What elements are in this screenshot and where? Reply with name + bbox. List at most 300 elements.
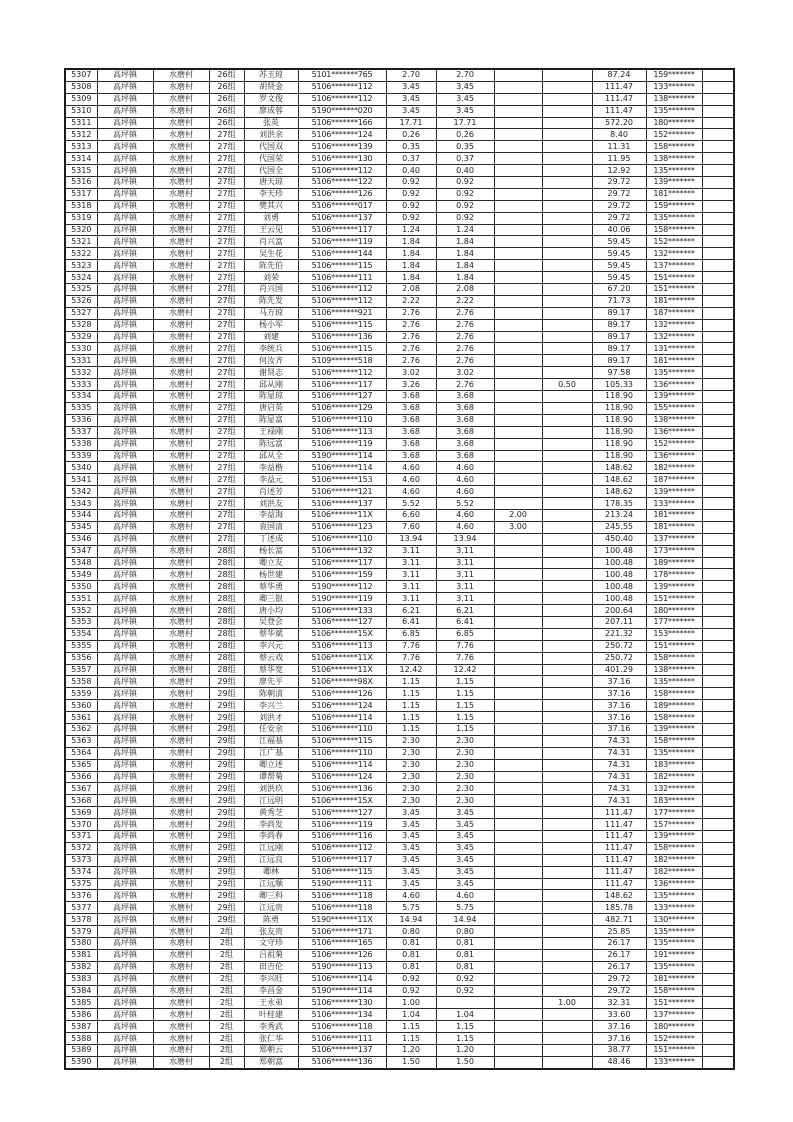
table-cell: 陈勇 bbox=[244, 914, 298, 926]
table-cell: 廖先平 bbox=[244, 676, 298, 688]
table-cell: 水磨村 bbox=[153, 450, 209, 462]
table-cell: 水磨村 bbox=[153, 188, 209, 200]
table-cell: 高坪镇 bbox=[97, 973, 153, 985]
table-cell bbox=[494, 664, 542, 676]
table-cell: 158******* bbox=[646, 985, 702, 997]
table-cell: 2组 bbox=[209, 949, 244, 961]
table-cell: 2组 bbox=[209, 926, 244, 938]
table-cell: 高坪镇 bbox=[97, 93, 153, 105]
table-cell bbox=[542, 783, 592, 795]
table-cell: 5106*******921 bbox=[298, 307, 386, 319]
table-cell bbox=[702, 1009, 734, 1021]
table-cell: 高坪镇 bbox=[97, 700, 153, 712]
table-cell: 蔡华宽 bbox=[244, 664, 298, 676]
table-cell: 5106*******166 bbox=[298, 117, 386, 129]
table-cell: 250.72 bbox=[592, 640, 646, 652]
table-cell: 高坪镇 bbox=[97, 367, 153, 379]
table-row bbox=[65, 759, 734, 771]
table-cell: 2.30 bbox=[436, 795, 494, 807]
table-row bbox=[65, 902, 734, 914]
table-cell: 2.30 bbox=[436, 771, 494, 783]
table-cell: 87.24 bbox=[592, 69, 646, 81]
table-cell bbox=[542, 949, 592, 961]
table-cell: 11.95 bbox=[592, 153, 646, 165]
table-cell: 5106*******112 bbox=[298, 165, 386, 177]
table-cell: 李益海 bbox=[244, 509, 298, 521]
table-cell: 27组 bbox=[209, 355, 244, 367]
table-cell: 7.76 bbox=[436, 652, 494, 664]
table-cell: 高坪镇 bbox=[97, 272, 153, 284]
table-cell: 138******* bbox=[646, 153, 702, 165]
table-cell: 水磨村 bbox=[153, 212, 209, 224]
table-cell: 高坪镇 bbox=[97, 141, 153, 153]
table-cell bbox=[542, 486, 592, 498]
table-cell: 高坪镇 bbox=[97, 1009, 153, 1021]
table-cell: 5106*******127 bbox=[298, 616, 386, 628]
table-cell bbox=[702, 367, 734, 379]
table-row bbox=[65, 557, 734, 569]
table-cell: 59.45 bbox=[592, 236, 646, 248]
table-cell: 1.84 bbox=[386, 260, 436, 272]
table-cell: 5190*******119 bbox=[298, 593, 386, 605]
table-cell: 27组 bbox=[209, 260, 244, 272]
table-cell: 5362 bbox=[65, 723, 97, 735]
table-cell bbox=[542, 831, 592, 843]
table-cell: 153******* bbox=[646, 628, 702, 640]
table-cell: 5321 bbox=[65, 236, 97, 248]
table-cell: 5106*******112 bbox=[298, 284, 386, 296]
table-cell: 33.60 bbox=[592, 1009, 646, 1021]
table-cell bbox=[702, 521, 734, 533]
table-cell: 6.85 bbox=[436, 628, 494, 640]
table-cell: 111.47 bbox=[592, 866, 646, 878]
table-cell: 37.16 bbox=[592, 712, 646, 724]
table-cell: 水磨村 bbox=[153, 902, 209, 914]
table-cell: 5307 bbox=[65, 69, 97, 81]
table-cell: 1.15 bbox=[436, 1021, 494, 1033]
table-cell: 29组 bbox=[209, 842, 244, 854]
table-cell bbox=[542, 284, 592, 296]
table-cell: 高坪镇 bbox=[97, 165, 153, 177]
table-cell: 高坪镇 bbox=[97, 926, 153, 938]
table-cell: 29组 bbox=[209, 878, 244, 890]
table-cell: 111.47 bbox=[592, 81, 646, 93]
table-cell: 5190*******114 bbox=[298, 985, 386, 997]
table-cell: 3.11 bbox=[436, 557, 494, 569]
table-cell: 5375 bbox=[65, 878, 97, 890]
table-cell: 28组 bbox=[209, 664, 244, 676]
table-cell: 37.16 bbox=[592, 1033, 646, 1045]
table-cell: 水磨村 bbox=[153, 343, 209, 355]
table-cell: 27组 bbox=[209, 212, 244, 224]
table-cell: 5.75 bbox=[386, 902, 436, 914]
table-row bbox=[65, 177, 734, 189]
table-cell: 3.45 bbox=[386, 105, 436, 117]
table-cell bbox=[542, 188, 592, 200]
table-cell bbox=[702, 949, 734, 961]
table-cell: 5106*******136 bbox=[298, 1056, 386, 1068]
table-cell bbox=[494, 783, 542, 795]
table-row bbox=[65, 224, 734, 236]
table-cell bbox=[494, 997, 542, 1009]
table-cell: 5106*******114 bbox=[298, 462, 386, 474]
table-cell: 高坪镇 bbox=[97, 379, 153, 391]
table-cell: 1.15 bbox=[386, 712, 436, 724]
table-cell: 高坪镇 bbox=[97, 890, 153, 902]
table-cell: 7.60 bbox=[386, 521, 436, 533]
table-cell: 1.00 bbox=[386, 997, 436, 1009]
table-cell: 高坪镇 bbox=[97, 117, 153, 129]
table-cell: 李统兵 bbox=[244, 343, 298, 355]
table-cell: 2.30 bbox=[386, 783, 436, 795]
table-cell: 5106*******98X bbox=[298, 676, 386, 688]
table-row bbox=[65, 712, 734, 724]
table-cell: 吴生花 bbox=[244, 248, 298, 260]
table-cell bbox=[702, 664, 734, 676]
table-row bbox=[65, 700, 734, 712]
table-cell: 5190*******113 bbox=[298, 961, 386, 973]
table-cell: 151******* bbox=[646, 593, 702, 605]
table-cell: 135******* bbox=[646, 212, 702, 224]
table-cell: 唐天琼 bbox=[244, 177, 298, 189]
table-cell: 135******* bbox=[646, 747, 702, 759]
table-cell: 137******* bbox=[646, 260, 702, 272]
table-cell: 5106*******112 bbox=[298, 842, 386, 854]
table-cell bbox=[702, 902, 734, 914]
table-cell bbox=[702, 1045, 734, 1057]
table-cell: 136******* bbox=[646, 426, 702, 438]
table-cell: 5341 bbox=[65, 474, 97, 486]
table-cell bbox=[542, 367, 592, 379]
table-row bbox=[65, 783, 734, 795]
table-cell bbox=[494, 260, 542, 272]
table-cell: 水磨村 bbox=[153, 723, 209, 735]
table-row bbox=[65, 188, 734, 200]
table-cell: 111.47 bbox=[592, 807, 646, 819]
table-cell bbox=[494, 616, 542, 628]
table-cell: 0.40 bbox=[436, 165, 494, 177]
table-cell: 28组 bbox=[209, 616, 244, 628]
table-cell: 5106*******139 bbox=[298, 141, 386, 153]
table-cell: 5106*******134 bbox=[298, 1009, 386, 1021]
table-cell: 高坪镇 bbox=[97, 842, 153, 854]
table-row bbox=[65, 688, 734, 700]
table-cell: 133******* bbox=[646, 498, 702, 510]
table-row bbox=[65, 200, 734, 212]
table-cell: 111.47 bbox=[592, 831, 646, 843]
table-cell: 1.20 bbox=[386, 1045, 436, 1057]
table-cell: 2组 bbox=[209, 1045, 244, 1057]
table-cell: 28组 bbox=[209, 569, 244, 581]
table-cell bbox=[494, 878, 542, 890]
table-cell bbox=[494, 379, 542, 391]
table-cell: 4.60 bbox=[436, 486, 494, 498]
table-cell bbox=[542, 224, 592, 236]
table-cell: 0.92 bbox=[386, 212, 436, 224]
table-cell: 2.76 bbox=[436, 379, 494, 391]
table-cell bbox=[542, 712, 592, 724]
table-cell: 3.45 bbox=[386, 831, 436, 843]
table-cell bbox=[542, 961, 592, 973]
table-cell: 2.30 bbox=[386, 735, 436, 747]
table-cell: 71.73 bbox=[592, 295, 646, 307]
table-cell bbox=[494, 938, 542, 950]
table-cell: 蔡云戏 bbox=[244, 652, 298, 664]
table-cell bbox=[494, 866, 542, 878]
table-cell: 5106*******117 bbox=[298, 557, 386, 569]
table-row bbox=[65, 605, 734, 617]
table-row bbox=[65, 581, 734, 593]
table-cell: 张友贵 bbox=[244, 926, 298, 938]
table-cell: 3.11 bbox=[386, 569, 436, 581]
table-cell: 0.92 bbox=[436, 985, 494, 997]
table-cell: 182******* bbox=[646, 854, 702, 866]
table-row bbox=[65, 866, 734, 878]
table-cell bbox=[702, 628, 734, 640]
table-cell: 5312 bbox=[65, 129, 97, 141]
table-cell: 27组 bbox=[209, 165, 244, 177]
table-cell: 马万琼 bbox=[244, 307, 298, 319]
table-cell bbox=[542, 938, 592, 950]
table-cell: 高坪镇 bbox=[97, 343, 153, 355]
table-cell: 27组 bbox=[209, 248, 244, 260]
table-cell: 29组 bbox=[209, 759, 244, 771]
table-cell: 水磨村 bbox=[153, 224, 209, 236]
table-cell: 5390 bbox=[65, 1056, 97, 1068]
table-cell: 高坪镇 bbox=[97, 438, 153, 450]
table-cell: 0.81 bbox=[386, 949, 436, 961]
table-cell bbox=[542, 129, 592, 141]
table-cell: 27组 bbox=[209, 426, 244, 438]
table-cell: 2.76 bbox=[436, 307, 494, 319]
table-row bbox=[65, 997, 734, 1009]
table-cell: 2组 bbox=[209, 973, 244, 985]
table-cell: 29组 bbox=[209, 819, 244, 831]
table-row bbox=[65, 819, 734, 831]
table-body bbox=[65, 69, 734, 1069]
table-row bbox=[65, 474, 734, 486]
table-cell bbox=[542, 723, 592, 735]
table-row bbox=[65, 831, 734, 843]
table-cell: 5106*******117 bbox=[298, 379, 386, 391]
table-cell bbox=[494, 688, 542, 700]
table-cell bbox=[702, 1056, 734, 1068]
table-cell bbox=[542, 248, 592, 260]
table-cell: 5106*******127 bbox=[298, 807, 386, 819]
table-cell bbox=[542, 391, 592, 403]
table-cell bbox=[542, 272, 592, 284]
table-cell: 8.40 bbox=[592, 129, 646, 141]
table-cell: 29.72 bbox=[592, 985, 646, 997]
table-cell bbox=[494, 450, 542, 462]
table-cell: 1.04 bbox=[436, 1009, 494, 1021]
table-cell bbox=[494, 224, 542, 236]
table-cell bbox=[702, 771, 734, 783]
table-cell: 12.92 bbox=[592, 165, 646, 177]
table-cell bbox=[702, 795, 734, 807]
table-cell: 5106*******137 bbox=[298, 212, 386, 224]
table-cell: 代国全 bbox=[244, 165, 298, 177]
table-cell bbox=[494, 652, 542, 664]
table-row bbox=[65, 807, 734, 819]
table-cell: 0.92 bbox=[436, 188, 494, 200]
table-cell: 3.11 bbox=[386, 545, 436, 557]
table-cell: 5190*******11X bbox=[298, 914, 386, 926]
table-cell bbox=[702, 569, 734, 581]
table-cell bbox=[542, 700, 592, 712]
table-cell: 高坪镇 bbox=[97, 450, 153, 462]
table-cell: 74.31 bbox=[592, 747, 646, 759]
table-cell bbox=[494, 462, 542, 474]
table-cell bbox=[702, 212, 734, 224]
table-cell: 高坪镇 bbox=[97, 474, 153, 486]
table-row bbox=[65, 426, 734, 438]
table-cell bbox=[702, 165, 734, 177]
table-cell: 5374 bbox=[65, 866, 97, 878]
table-cell: 5106*******110 bbox=[298, 723, 386, 735]
table-cell: 191******* bbox=[646, 949, 702, 961]
table-cell bbox=[702, 284, 734, 296]
table-cell: 29组 bbox=[209, 795, 244, 807]
table-cell: 100.48 bbox=[592, 581, 646, 593]
table-cell bbox=[494, 1033, 542, 1045]
table-cell: 89.17 bbox=[592, 307, 646, 319]
table-cell bbox=[702, 200, 734, 212]
table-cell bbox=[542, 295, 592, 307]
table-cell: 74.31 bbox=[592, 783, 646, 795]
table-cell bbox=[494, 81, 542, 93]
table-cell: 5106*******115 bbox=[298, 260, 386, 272]
table-cell bbox=[702, 783, 734, 795]
table-cell: 4.60 bbox=[386, 462, 436, 474]
table-cell bbox=[702, 391, 734, 403]
table-cell: 151******* bbox=[646, 272, 702, 284]
table-cell: 水磨村 bbox=[153, 105, 209, 117]
table-row bbox=[65, 331, 734, 343]
table-cell bbox=[494, 236, 542, 248]
table-row bbox=[65, 414, 734, 426]
table-cell: 2组 bbox=[209, 997, 244, 1009]
table-cell: 137******* bbox=[646, 533, 702, 545]
table-cell: 5106*******130 bbox=[298, 997, 386, 1009]
table-cell: 5339 bbox=[65, 450, 97, 462]
table-cell: 187******* bbox=[646, 474, 702, 486]
table-row bbox=[65, 569, 734, 581]
table-cell bbox=[494, 93, 542, 105]
table-cell: 37.16 bbox=[592, 688, 646, 700]
table-cell: 高坪镇 bbox=[97, 212, 153, 224]
table-cell bbox=[542, 69, 592, 81]
table-cell bbox=[494, 700, 542, 712]
table-cell: 高坪镇 bbox=[97, 997, 153, 1009]
table-cell: 1.84 bbox=[436, 272, 494, 284]
table-cell bbox=[494, 795, 542, 807]
table-cell: 高坪镇 bbox=[97, 533, 153, 545]
table-cell: 水磨村 bbox=[153, 509, 209, 521]
table-cell: 1.50 bbox=[386, 1056, 436, 1068]
table-cell: 5386 bbox=[65, 1009, 97, 1021]
table-cell bbox=[542, 807, 592, 819]
table-cell: 29组 bbox=[209, 807, 244, 819]
table-cell: 2.70 bbox=[386, 69, 436, 81]
table-cell: 1.15 bbox=[436, 676, 494, 688]
table-row bbox=[65, 1045, 734, 1057]
table-cell: 4.60 bbox=[386, 474, 436, 486]
table-row bbox=[65, 735, 734, 747]
table-cell bbox=[494, 926, 542, 938]
table-cell: 158******* bbox=[646, 735, 702, 747]
table-cell: 5337 bbox=[65, 426, 97, 438]
table-cell bbox=[702, 236, 734, 248]
table-cell: 37.16 bbox=[592, 1021, 646, 1033]
table-cell: 5361 bbox=[65, 712, 97, 724]
table-cell bbox=[702, 700, 734, 712]
table-cell: 5360 bbox=[65, 700, 97, 712]
table-cell: 水磨村 bbox=[153, 248, 209, 260]
table-cell: 5383 bbox=[65, 973, 97, 985]
table-row bbox=[65, 985, 734, 997]
table-row bbox=[65, 628, 734, 640]
table-cell: 袁国清 bbox=[244, 521, 298, 533]
table-cell: 572.20 bbox=[592, 117, 646, 129]
table-row bbox=[65, 260, 734, 272]
table-cell: 水磨村 bbox=[153, 402, 209, 414]
table-cell: 水磨村 bbox=[153, 284, 209, 296]
table-cell: 12.42 bbox=[386, 664, 436, 676]
table-row bbox=[65, 129, 734, 141]
table-cell bbox=[494, 105, 542, 117]
table-cell: 水磨村 bbox=[153, 890, 209, 902]
table-cell: 74.31 bbox=[592, 759, 646, 771]
table-cell: 26.17 bbox=[592, 938, 646, 950]
table-cell: 5106*******017 bbox=[298, 200, 386, 212]
table-cell: 0.92 bbox=[436, 212, 494, 224]
table-cell bbox=[702, 331, 734, 343]
table-cell: 27组 bbox=[209, 331, 244, 343]
table-cell: 118.90 bbox=[592, 391, 646, 403]
table-cell: 水磨村 bbox=[153, 842, 209, 854]
table-row bbox=[65, 723, 734, 735]
table-cell bbox=[542, 759, 592, 771]
table-cell bbox=[494, 759, 542, 771]
table-row bbox=[65, 319, 734, 331]
table-cell: 5106*******15X bbox=[298, 628, 386, 640]
table-cell: 3.68 bbox=[436, 414, 494, 426]
table-cell bbox=[702, 462, 734, 474]
table-cell: 5106*******15X bbox=[298, 795, 386, 807]
table-cell: 陈先发 bbox=[244, 295, 298, 307]
table-cell: 5345 bbox=[65, 521, 97, 533]
table-cell: 水磨村 bbox=[153, 866, 209, 878]
table-cell bbox=[542, 1033, 592, 1045]
table-cell bbox=[494, 200, 542, 212]
table-cell: 高坪镇 bbox=[97, 153, 153, 165]
table-cell: 水磨村 bbox=[153, 771, 209, 783]
table-row bbox=[65, 212, 734, 224]
table-cell: 13.94 bbox=[436, 533, 494, 545]
table-cell: 高坪镇 bbox=[97, 949, 153, 961]
table-cell bbox=[702, 593, 734, 605]
table-cell: 高坪镇 bbox=[97, 747, 153, 759]
table-cell: 高坪镇 bbox=[97, 1056, 153, 1068]
table-cell: 高坪镇 bbox=[97, 177, 153, 189]
table-cell: 5106*******110 bbox=[298, 414, 386, 426]
table-cell bbox=[542, 319, 592, 331]
table-cell bbox=[542, 212, 592, 224]
table-cell: 3.45 bbox=[436, 854, 494, 866]
table-cell bbox=[542, 438, 592, 450]
table-cell: 3.02 bbox=[386, 367, 436, 379]
